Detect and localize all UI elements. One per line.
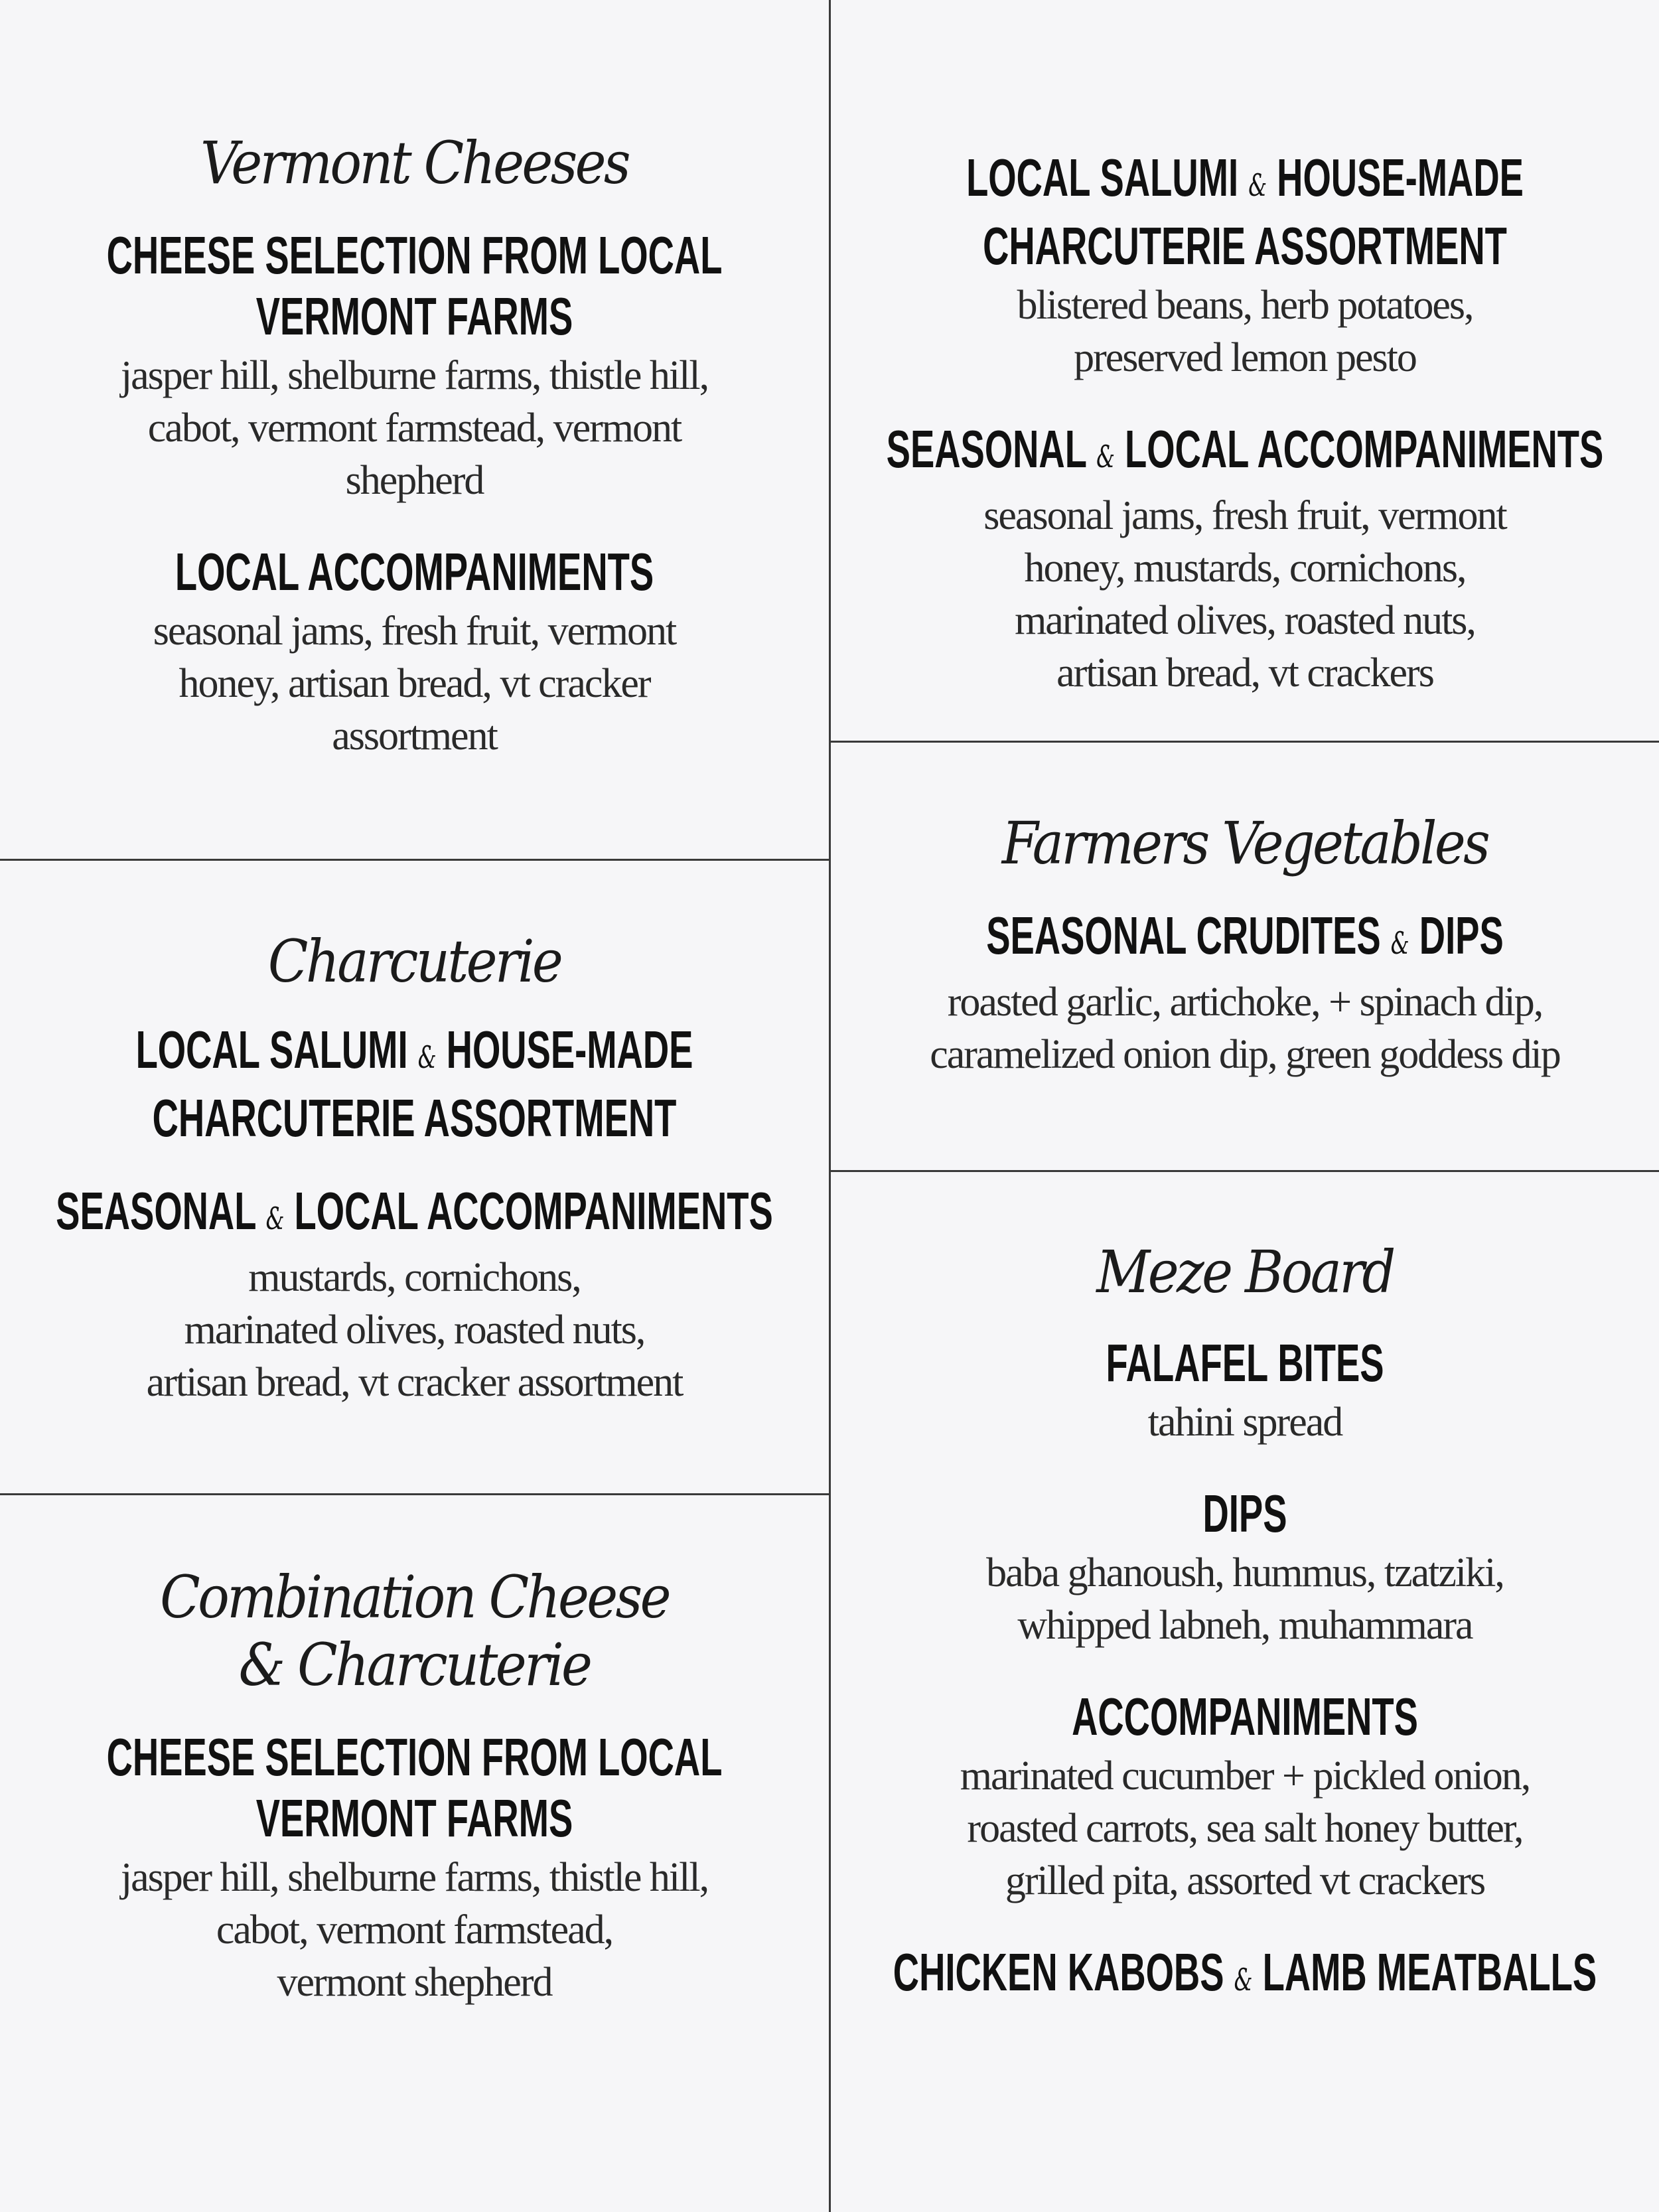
- section-title: Meze Board: [1096, 1238, 1394, 1306]
- item-heading: VERMONT FARMS: [255, 287, 573, 346]
- item-description: [831, 490, 1659, 700]
- desc-line: mustards, cornichons,: [248, 1255, 581, 1300]
- desc-line: seasonal jams, fresh fruit, vermont: [153, 609, 676, 654]
- item-description: [831, 1750, 1659, 1907]
- desc-line: marinated olives, roasted nuts,: [1015, 598, 1475, 643]
- desc-line: jasper hill, shelburne farms, thistle hill,: [120, 1855, 709, 1900]
- item-heading: ACCOMPANIMENTS: [1072, 1687, 1418, 1746]
- heading-part: HOUSE-MADE: [446, 1020, 693, 1079]
- desc-line: blistered beans, herb potatoes,: [1017, 283, 1473, 328]
- heading-part: SEASONAL: [56, 1181, 256, 1240]
- section-vermont-cheeses: [0, 129, 829, 797]
- section-salumi: [831, 147, 1659, 734]
- left-divider-1: [0, 859, 829, 861]
- item-heading: [0, 1181, 877, 1249]
- heading-part: HOUSE-MADE: [1277, 148, 1524, 207]
- item-description: [0, 1252, 829, 1409]
- item-description: [831, 1547, 1659, 1652]
- title-line: & Charcuterie: [238, 1631, 591, 1699]
- section-charcuterie: [0, 928, 829, 1443]
- desc-line: vermont shepherd: [277, 1960, 552, 2005]
- heading-part: SEASONAL: [886, 419, 1086, 479]
- desc-line: whipped labneh, muhammara: [1017, 1603, 1473, 1648]
- section-title: Farmers Vegetables: [1001, 809, 1488, 877]
- right-divider-1: [831, 741, 1659, 743]
- desc-line: roasted garlic, artichoke, + spinach dip,: [947, 980, 1543, 1025]
- desc-line: honey, artisan bread, vt cracker: [179, 661, 650, 706]
- left-divider-2: [0, 1493, 829, 1495]
- ampersand: &: [1390, 925, 1409, 961]
- desc-line: artisan bread, vt cracker assortment: [146, 1360, 683, 1405]
- heading-part: SEASONAL CRUDITES: [986, 906, 1381, 965]
- ampersand: &: [265, 1201, 285, 1236]
- item-heading: CHARCUTERIE ASSORTMENT: [983, 216, 1507, 275]
- heading-part: LOCAL ACCOMPANIMENTS: [1125, 419, 1604, 479]
- section-title: Charcuterie: [267, 927, 561, 995]
- desc-line: honey, mustards, cornichons,: [1024, 546, 1466, 591]
- desc-line: jasper hill, shelburne farms, thistle hill,: [120, 353, 709, 398]
- desc-line: marinated olives, roasted nuts,: [184, 1307, 645, 1353]
- heading-part: DIPS: [1419, 906, 1504, 965]
- item-description: [831, 1396, 1659, 1449]
- item-heading: CHEESE SELECTION FROM LOCAL: [106, 1728, 723, 1787]
- item-heading: LOCAL ACCOMPANIMENTS: [175, 542, 654, 601]
- section-meze-board: [831, 1238, 1659, 2010]
- ampersand: &: [1248, 167, 1267, 203]
- heading-part: LOCAL SALUMI: [966, 148, 1239, 207]
- item-heading: CHEESE SELECTION FROM LOCAL: [106, 226, 723, 285]
- desc-line: baba ghanoush, hummus, tzatziki,: [986, 1550, 1504, 1595]
- desc-line: tahini spread: [1147, 1400, 1342, 1445]
- desc-line: assortment: [332, 713, 497, 759]
- desc-line: seasonal jams, fresh fruit, vermont: [983, 493, 1506, 538]
- item-description: [831, 279, 1659, 384]
- section-title: [41, 1564, 787, 1699]
- desc-line: artisan bread, vt crackers: [1056, 650, 1433, 696]
- desc-line: preserved lemon pesto: [1074, 335, 1416, 380]
- ampersand: &: [1234, 1962, 1253, 1998]
- item-heading: [783, 1942, 1659, 2010]
- item-heading: VERMONT FARMS: [255, 1789, 573, 1848]
- section-combination: [0, 1564, 829, 2043]
- title-line: Combination Cheese: [160, 1563, 669, 1631]
- heading-part: CHICKEN KABOBS: [893, 1943, 1224, 2002]
- desc-line: cabot, vermont farmstead, vermont: [147, 406, 682, 451]
- item-heading: FALAFEL BITES: [1106, 1333, 1384, 1392]
- item-description: [0, 1852, 829, 2009]
- ampersand: &: [1096, 439, 1115, 475]
- item-heading: [783, 905, 1659, 974]
- item-description: [0, 350, 829, 507]
- ampersand: &: [417, 1039, 437, 1075]
- heading-part: LOCAL SALUMI: [135, 1020, 408, 1079]
- section-farmers-vegetables: [831, 810, 1659, 1116]
- heading-part: LOCAL ACCOMPANIMENTS: [294, 1181, 773, 1240]
- section-title: Vermont Cheeses: [200, 129, 628, 197]
- desc-line: shepherd: [345, 458, 484, 503]
- right-divider-2: [831, 1170, 1659, 1172]
- item-description: [0, 605, 829, 763]
- desc-line: caramelized onion dip, green goddess dip: [930, 1032, 1560, 1077]
- desc-line: cabot, vermont farmstead,: [216, 1907, 613, 1953]
- desc-line: roasted carrots, sea salt honey butter,: [967, 1806, 1523, 1851]
- item-heading: CHARCUTERIE ASSORTMENT: [152, 1088, 677, 1147]
- item-heading: DIPS: [1202, 1484, 1287, 1543]
- heading-part: LAMB MEATBALLS: [1262, 1943, 1597, 2002]
- desc-line: grilled pita, assorted vt crackers: [1005, 1858, 1485, 1903]
- desc-line: marinated cucumber + pickled onion,: [960, 1753, 1530, 1799]
- item-description: [831, 976, 1659, 1081]
- item-heading: [0, 1019, 877, 1088]
- item-heading: [783, 147, 1659, 216]
- item-heading: [783, 419, 1659, 487]
